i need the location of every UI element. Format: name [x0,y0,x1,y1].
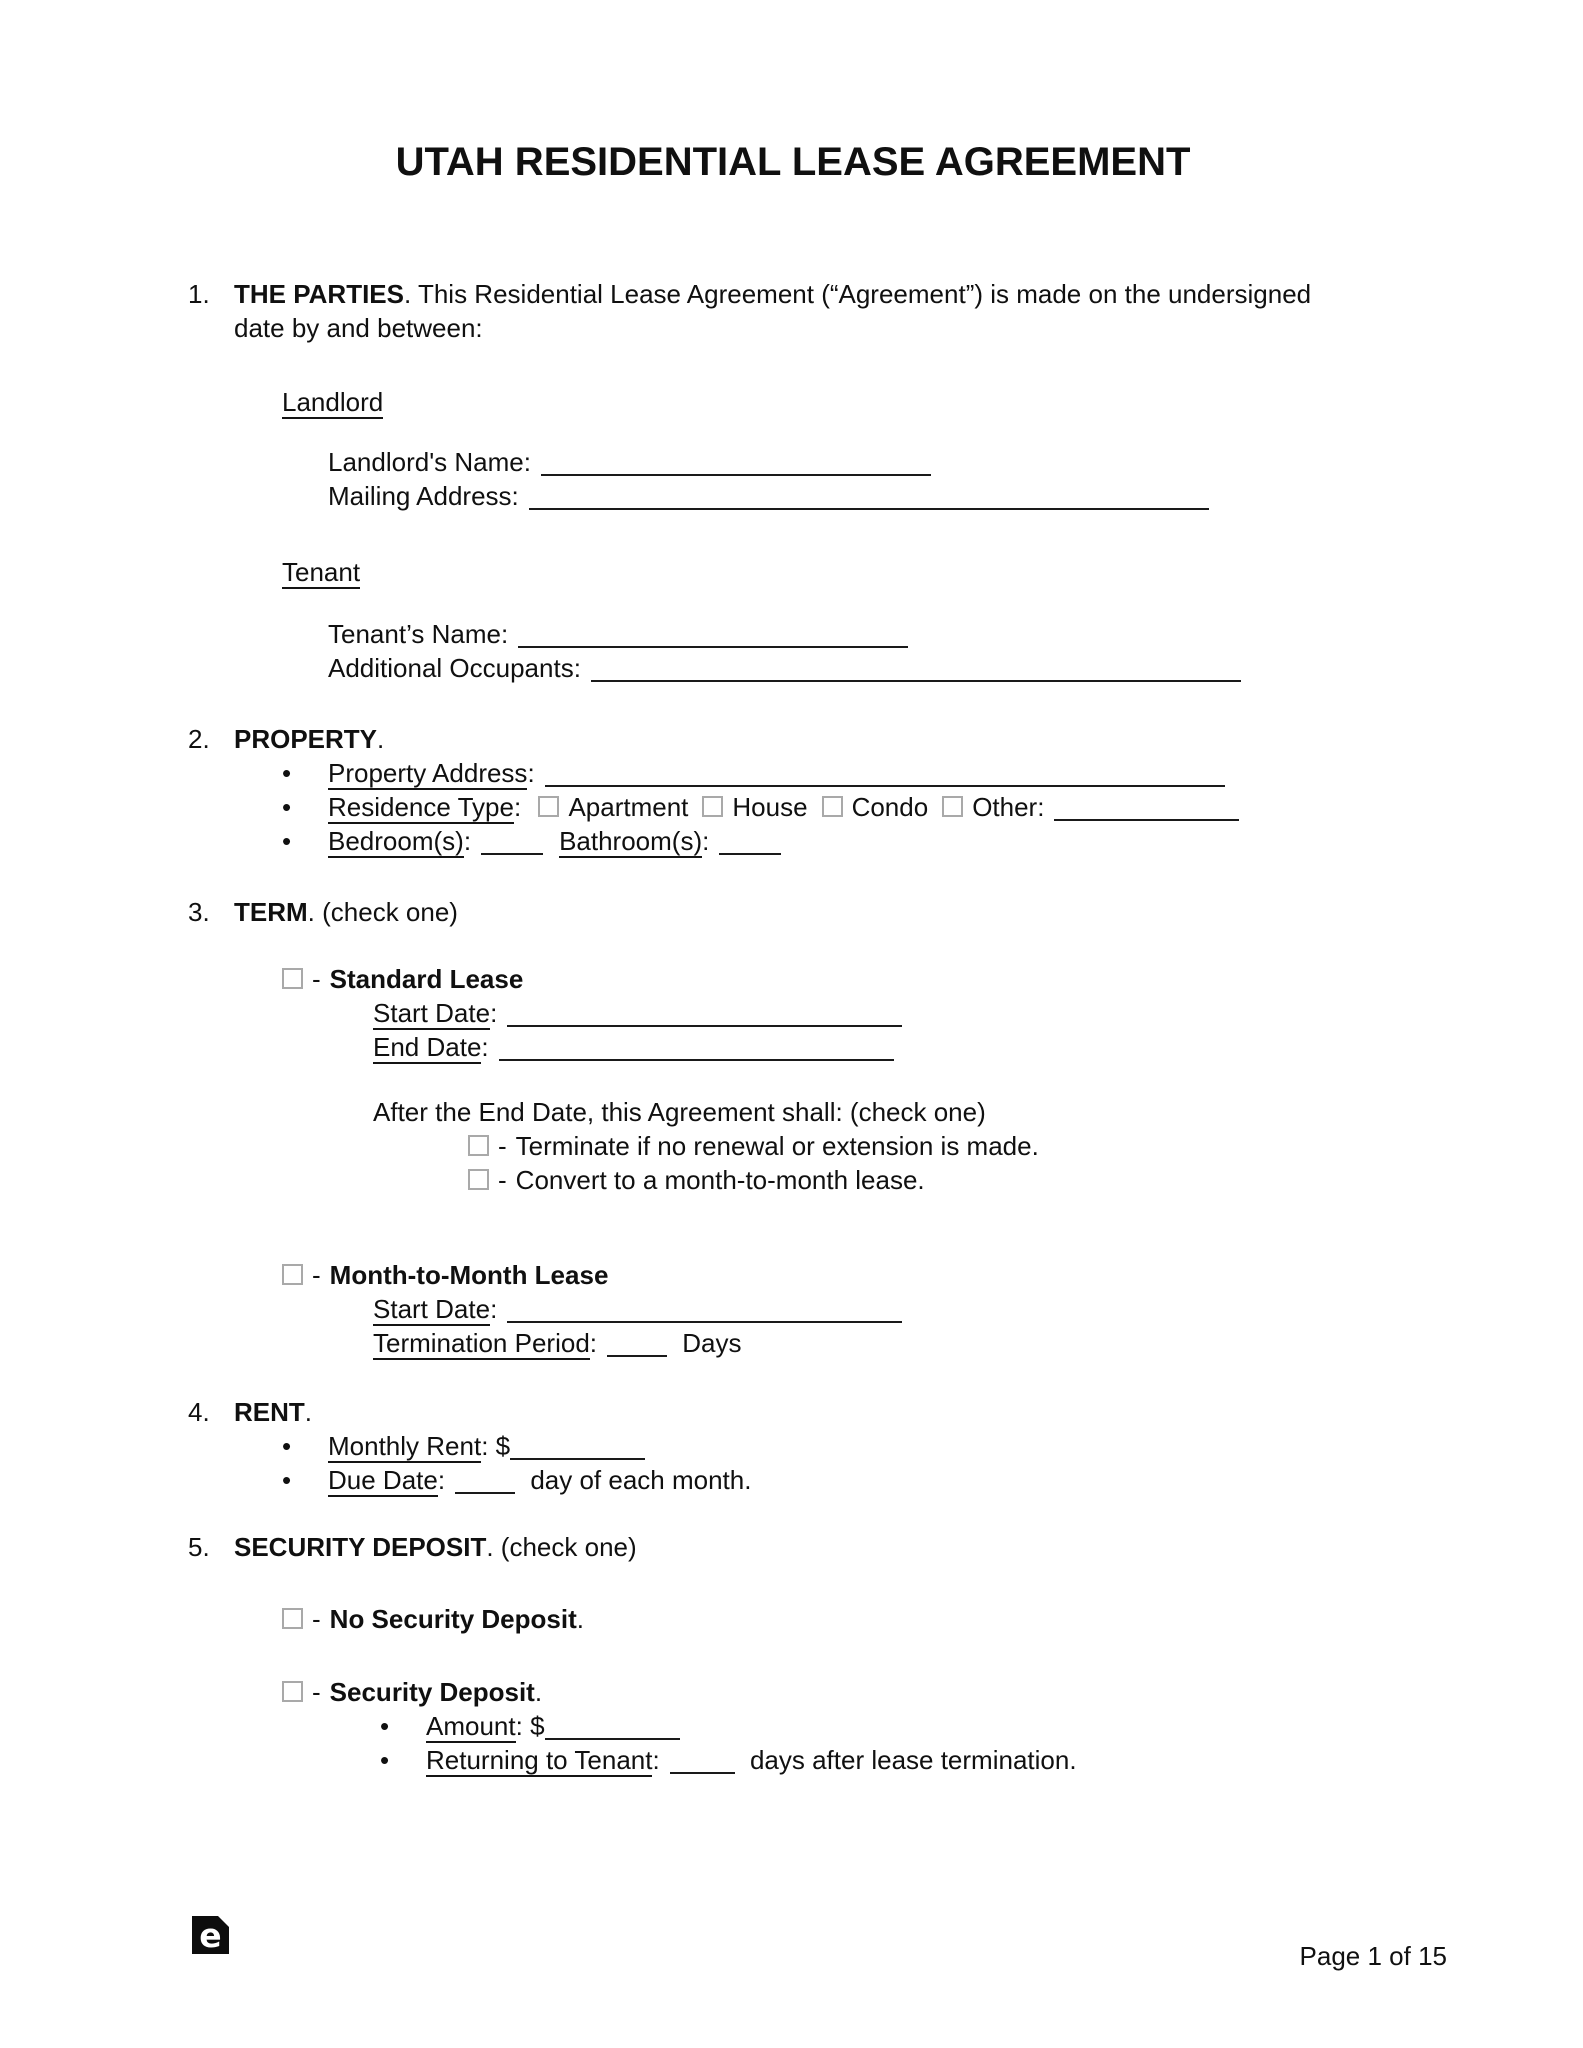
amount-row [380,1709,1398,1743]
bathrooms-blank[interactable] [719,827,781,855]
due-date-suffix: day of each month. [530,1465,752,1495]
condo-option-label: Condo [851,792,929,822]
returning-suffix: days after lease termination. [749,1745,1077,1775]
section-property-number: 2. [188,724,210,754]
colon: : [513,792,522,822]
bedrooms-label: Bedroom(s) [328,826,464,856]
section-property [188,722,1398,756]
mailing-address-blank[interactable] [529,482,1209,510]
standard-lease-checkbox[interactable] [282,968,303,989]
bullet-icon [282,756,328,790]
mailing-address-row [282,479,1398,513]
property-address-blank[interactable] [545,759,1225,787]
convert-option-label: Convert to a month-to-month lease. [515,1165,925,1195]
security-deposit-checkbox[interactable] [282,1681,303,1702]
tenant-name-label: Tenant’s Name: [328,619,509,649]
standard-end-date-row [373,1030,1398,1064]
landlord-heading-row [282,385,1398,419]
dash: - [312,1260,321,1290]
residence-type-row [282,790,1398,824]
convert-checkbox[interactable] [468,1169,489,1190]
section-security-deposit-note: . (check one) [486,1532,637,1562]
security-deposit-label: Security Deposit [329,1677,535,1707]
colon: : [515,1711,523,1741]
bathrooms-label: Bathroom(s) [559,826,703,856]
tenant-name-blank[interactable] [518,620,908,648]
mailing-address-label: Mailing Address: [328,481,519,511]
colon: : [527,758,535,788]
bullet-icon [282,790,328,824]
terminate-option-row [468,1129,1398,1163]
bedrooms-blank[interactable] [481,827,543,855]
due-date-label: Due Date [328,1465,438,1495]
m2m-start-date-label: Start Date [373,1294,491,1324]
convert-option-row [468,1163,1398,1197]
other-residence-blank[interactable] [1054,793,1239,821]
tenant-heading-row [282,555,1398,589]
additional-occupants-blank[interactable] [591,654,1241,682]
monthly-rent-blank[interactable] [510,1432,645,1460]
section-term-heading-row [234,895,1334,929]
eforms-logo [192,1916,229,1954]
colon: : [481,1032,489,1062]
m2m-start-date-row [373,1292,1398,1326]
page-number: Page 1 of 15 [1299,1941,1447,1971]
section-rent-heading: RENT [234,1397,305,1427]
returning-to-tenant-label: Returning to Tenant [426,1745,653,1775]
landlord-name-blank[interactable] [541,448,931,476]
other-checkbox[interactable] [942,796,963,817]
section-parties-text: . This Residential Lease Agreement (“Agreement”) is made on the undersigned date by and between: [234,279,1312,343]
security-deposit-row [282,1675,1398,1709]
additional-occupants-row [282,651,1398,685]
standard-end-date-blank[interactable] [499,1033,894,1061]
bedrooms-bathrooms-row [282,824,1398,858]
dash: - [312,964,321,994]
amount-blank[interactable] [545,1712,680,1740]
section-rent-number: 4. [188,1397,210,1427]
section-parties-number: 1. [188,279,210,309]
section-security-deposit-number: 5. [188,1532,210,1562]
landlord-name-row [282,445,1398,479]
due-date-blank[interactable] [455,1466,515,1494]
colon: : [652,1745,660,1775]
landlord-name-label: Landlord's Name: [328,447,531,477]
section-security-deposit-heading: SECURITY DEPOSIT [234,1532,487,1562]
landlord-heading: Landlord [282,387,384,417]
section-parties-heading: THE PARTIES [234,279,404,309]
section-security-deposit [188,1530,1398,1564]
section-rent-period: . [304,1397,313,1427]
section-rent-heading-row [234,1395,1334,1429]
colon: : [702,826,710,856]
m2m-start-date-blank[interactable] [507,1295,902,1323]
bullet-icon [282,1429,328,1463]
apartment-option-label: Apartment [568,792,689,822]
due-date-row [282,1463,1398,1497]
other-option-label: Other: [972,792,1045,822]
standard-end-date-label: End Date [373,1032,482,1062]
colon: : [437,1465,446,1495]
monthly-rent-row [282,1429,1398,1463]
house-checkbox[interactable] [702,796,723,817]
page-content [188,140,1398,1777]
house-option-label: House [732,792,808,822]
apartment-checkbox[interactable] [538,796,559,817]
returning-days-blank[interactable] [670,1746,735,1774]
days-suffix: Days [682,1328,742,1358]
termination-period-blank[interactable] [607,1329,667,1357]
dash: - [498,1131,507,1161]
standard-start-date-row [373,996,1398,1030]
page-title: UTAH RESIDENTIAL LEASE AGREEMENT [395,140,1191,184]
terminate-checkbox[interactable] [468,1135,489,1156]
amount-label: Amount [426,1711,516,1741]
section-parties-paragraph [234,277,1334,345]
colon: : [589,1328,598,1358]
section-term-number: 3. [188,897,210,927]
bullet-icon [282,824,328,858]
period: . [534,1677,543,1707]
colon: : [490,998,498,1028]
termination-period-row [373,1326,1398,1360]
section-term-heading: TERM [234,897,308,927]
bullet-icon [282,1463,328,1497]
month-to-month-checkbox[interactable] [282,1264,303,1285]
dollar-sign: $ [530,1711,545,1741]
section-security-deposit-heading-row [234,1530,1334,1564]
property-address-row [282,756,1398,790]
residence-type-label: Residence Type [328,792,514,822]
no-security-deposit-label: No Security Deposit [329,1604,577,1634]
after-end-date-note: After the End Date, this Agreement shall: (check one) [373,1097,986,1127]
bullet-icon [380,1709,426,1743]
section-property-heading: PROPERTY [234,724,378,754]
section-term-note: . (check one) [307,897,458,927]
terminate-option-label: Terminate if no renewal or extension is made. [515,1131,1039,1161]
standard-lease-row [282,962,1398,996]
dash: - [312,1604,321,1634]
eforms-logo-letter: e [199,1916,222,1955]
standard-lease-label: Standard Lease [329,964,524,994]
standard-start-date-label: Start Date [373,998,491,1028]
no-security-deposit-checkbox[interactable] [282,1608,303,1629]
additional-occupants-label: Additional Occupants: [328,653,581,683]
tenant-name-row [282,617,1398,651]
dash: - [498,1165,507,1195]
section-property-heading-row [234,722,1334,756]
returning-to-tenant-row [380,1743,1398,1777]
property-address-label: Property Address [328,758,528,788]
termination-period-label: Termination Period [373,1328,590,1358]
bullet-icon [380,1743,426,1777]
month-to-month-label: Month-to-Month Lease [329,1260,609,1290]
colon: : [490,1294,498,1324]
standard-start-date-blank[interactable] [507,999,902,1027]
section-term [188,895,1398,929]
monthly-rent-label: Monthly Rent [328,1431,482,1461]
no-security-deposit-row [282,1602,1398,1636]
tenant-heading: Tenant [282,557,361,587]
dash: - [312,1677,321,1707]
colon: : [463,826,472,856]
section-property-period: . [377,724,385,754]
condo-checkbox[interactable] [822,796,843,817]
section-rent [188,1395,1398,1429]
colon: : [481,1431,489,1461]
month-to-month-row [282,1258,1398,1292]
period: . [576,1604,584,1634]
dollar-sign: $ [495,1431,511,1461]
section-parties [188,277,1398,345]
